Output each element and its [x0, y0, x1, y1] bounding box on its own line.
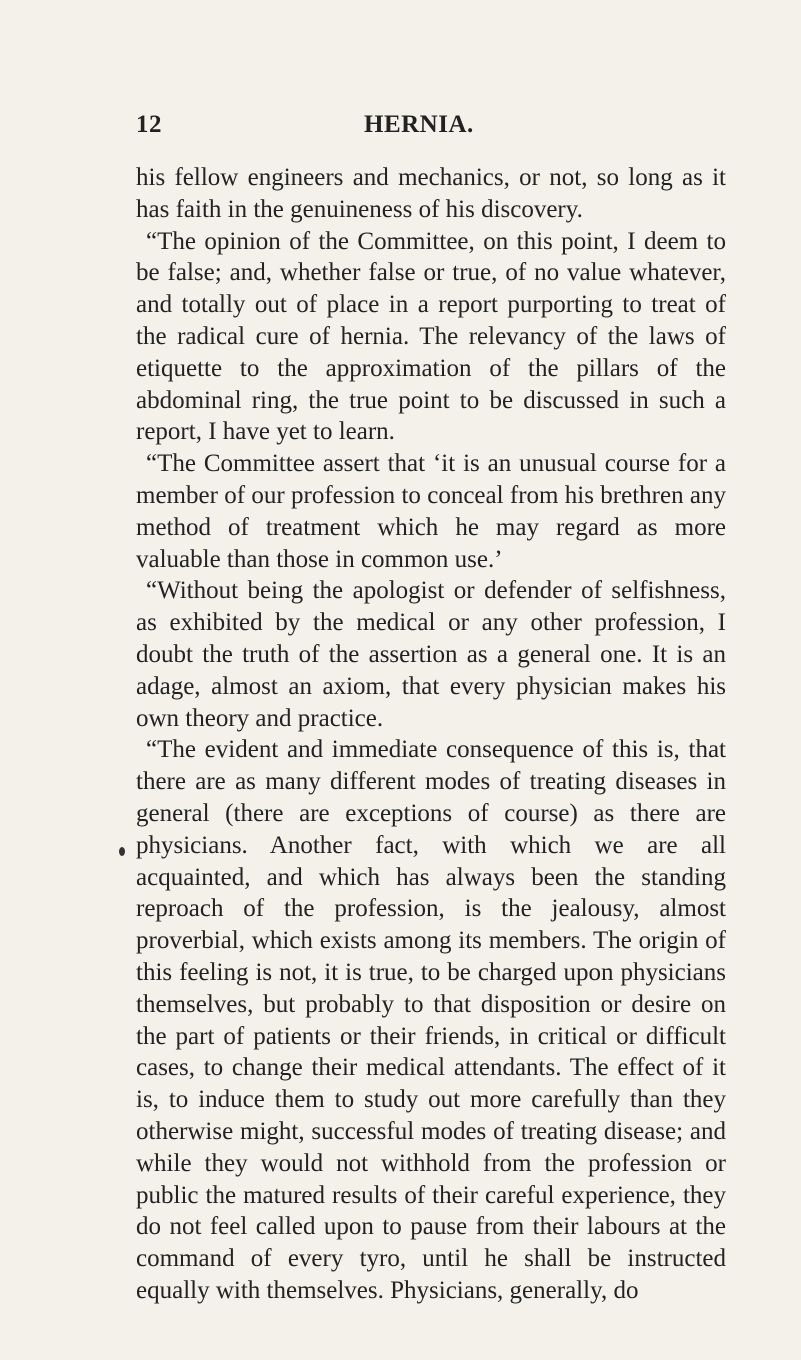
paragraph-4: “Without being the apologist or defender of selfishness, as exhibited by the medical or any other profession, I doubt the truth of the assertion as a general one. It is an adage, almost an axiom, that every physician makes his own theory and practice.: [136, 577, 726, 732]
running-head: [136, 111, 726, 147]
running-title: HERNIA.: [364, 111, 474, 138]
paragraph-1: his fellow engineers and mechanics, or not, so long as it has faith in the genuineness of his discovery.: [136, 164, 726, 223]
paragraph-3: “The Committee assert that ‘it is an unusual course for a member of our profession to conceal from his brethren any method of treatment which he may regard as more valuable than those in common use.’: [136, 450, 726, 573]
ink-speck: [119, 847, 125, 856]
paragraph-5: “The evident and immediate consequence of this is, that there are as many different modes of treating diseases in general (there are exceptions of course) as there are physicians. Another fact, with which we are all acquainted, and which has always been the standing reproach of the profession, is the jealousy, almost proverbial, which exists among its members. The origin of this feeling is not, it is true, to be charged upon physicians themselves, but probably to that disposition or desire on the part of patients or their friends, in critical or difficult cases, to change their medical attendants. The effect of it is, to induce them to study out more carefully than they otherwise might, successful modes of treating disease; and while they would not withhold from the profession or public the matured results of their careful experience, they do not feel called upon to pause from their labours at the command of every tyro, until he shall be instructed equally with themselves. Physicians, generally, do: [136, 736, 726, 1304]
page-number: 12: [136, 111, 162, 138]
paragraph-2: “The opinion of the Committee, on this point, I deem to be false; and, whether false or true, of no value whatever, and totally out of place in a report purporting to treat of the radical cure of hernia. The relevancy of the laws of etiquette to the approximation of the pillars of the abdominal ring, the true point to be discussed in such a report, I have yet to learn.: [136, 227, 726, 446]
body-text: [136, 162, 726, 1307]
